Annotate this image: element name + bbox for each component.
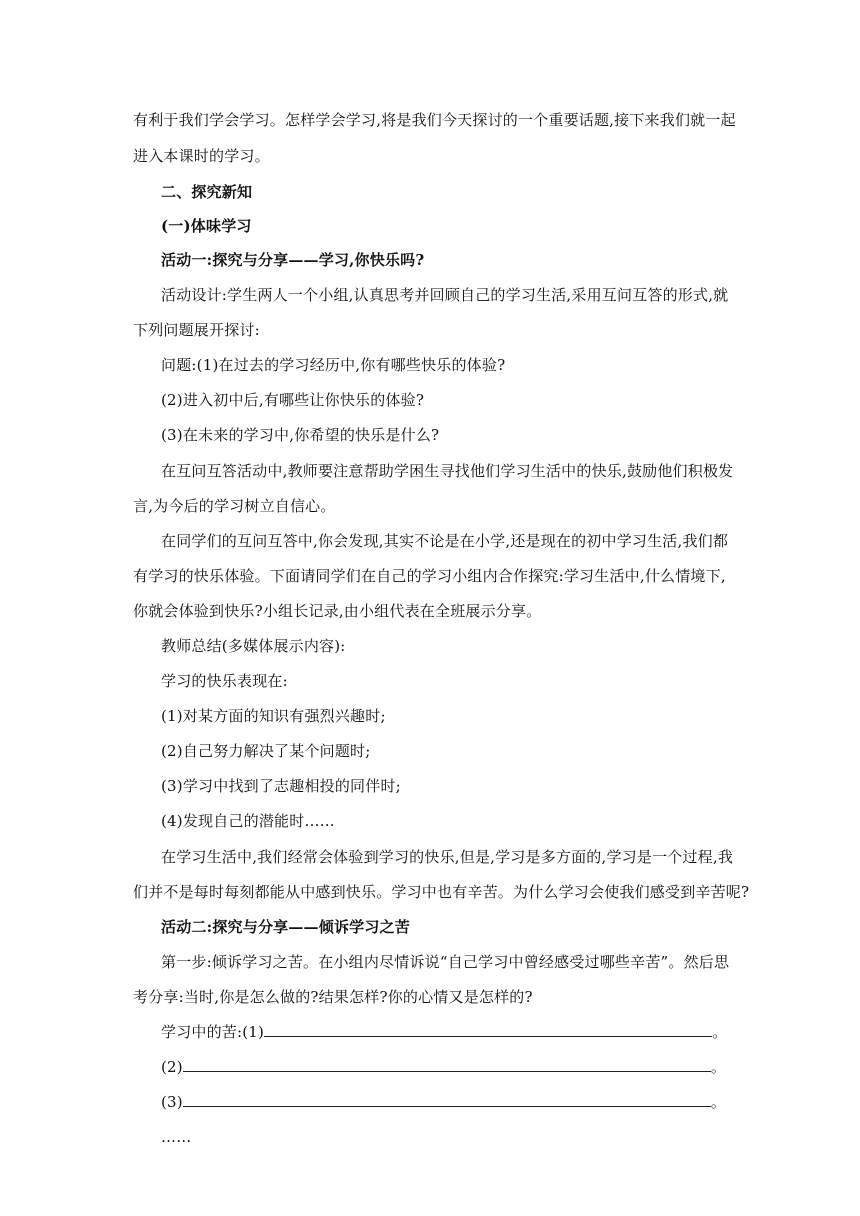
ellipsis-line: …… [161,1128,192,1146]
paragraph-line: 下列问题展开探讨: [133,321,260,339]
answer-blank [183,1057,711,1072]
list-item: (2)自己努力解决了某个问题时; [161,742,371,760]
fill-in-label: (3) [161,1093,183,1111]
paragraph-line: 在同学们的互问互答中,你会发现,其实不论是在小学,还是现在的初中学习生活,我们都 [161,532,729,550]
period: 。 [710,1093,727,1111]
section-heading: 二、探究新知 [161,183,253,201]
fill-in-line [161,1057,726,1077]
paragraph-line: 在学习生活中,我们经常会体验到学习的快乐,但是,学习是多方面的,学习是一个过程,我 [161,848,734,866]
question-line: (3)在未来的学习中,你希望的快乐是什么? [161,426,440,444]
paragraph-line: 活动设计:学生两人一个小组,认真思考并回顾自己的学习生活,采用互问互答的形式,就 [161,286,729,304]
list-item: (4)发现自己的潜能时…… [161,812,335,830]
question-line: (2)进入初中后,有哪些让你快乐的体验? [161,391,425,409]
paragraph-line: 第一步:倾诉学习之苦。在小组内尽情诉说“自己学习中曾经感受过哪些辛苦”。然后思 [161,953,730,971]
paragraph-line: 们并不是每时每刻都能从中感到快乐。学习中也有辛苦。为什么学习会使我们感受到辛苦呢? [133,883,750,901]
fill-in-line [161,1092,726,1112]
question-line: 问题:(1)在过去的学习经历中,你有哪些快乐的体验? [161,356,506,374]
activity-heading: 活动二:探究与分享——倾诉学习之苦 [161,918,410,936]
paragraph-line: 学习的快乐表现在: [161,672,288,690]
paragraph-line: 教师总结(多媒体展示内容): [161,637,346,655]
fill-in-label: (2) [161,1058,183,1076]
paragraph-line: 在互问互答活动中,教师要注意帮助学困生寻找他们学习生活中的快乐,鼓励他们积极发 [161,462,734,480]
list-item: (3)学习中找到了志趣相投的同伴时; [161,777,401,795]
paragraph-line: 考分享:当时,你是怎么做的?结果怎样?你的心情又是怎样的? [133,988,533,1006]
period: 。 [710,1058,727,1076]
answer-blank [264,1022,712,1037]
activity-heading: 活动一:探究与分享——学习,你快乐吗? [161,251,425,269]
fill-in-label: 学习中的苦:(1) [161,1023,265,1041]
period: 。 [712,1023,728,1041]
paragraph-line: 有利于我们学会学习。怎样学会学习,将是我们今天探讨的一个重要话题,接下来我们就一起 [133,111,736,129]
answer-blank [183,1092,711,1107]
paragraph-line: 进入本课时的学习。 [133,147,270,165]
list-item: (1)对某方面的知识有强烈兴趣时; [161,707,386,725]
fill-in-line [161,1022,727,1042]
paragraph-line: 言,为今后的学习树立自信心。 [133,497,336,515]
paragraph-line: 有学习的快乐体验。下面请同学们在自己的学习小组内合作探究:学习生活中,什么情境下, [133,567,726,585]
subsection-heading: (一)体味学习 [161,217,252,235]
paragraph-line: 你就会体验到快乐?小组长记录,由小组代表在全班展示分享。 [133,602,542,620]
